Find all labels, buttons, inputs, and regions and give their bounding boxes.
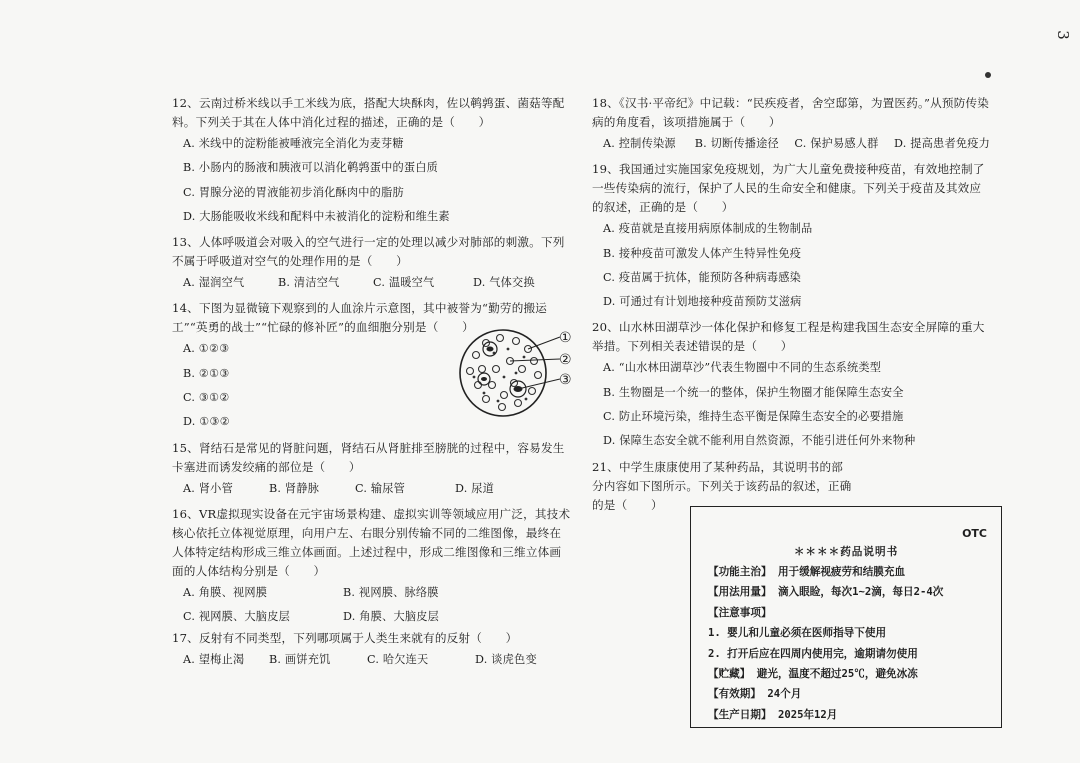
options-row	[183, 481, 572, 497]
label-title: ＊＊＊＊药品说明书	[793, 546, 899, 558]
question-16-text: 16、VR虚拟现实设备在元宇宙场景构建、虚拟实训等领域应用广泛，其技术核心依托立体视觉原理，向用户左、右眼分别传输不同的二维图像，最终在人体特定结构形成三维立体画面。上述过程中，形成二维图像和三维立体画面的人体结构分别是（ ）	[172, 506, 571, 578]
option-c: C. 温暖空气	[373, 276, 435, 290]
label-row-precautions-heading: 【注意事项】	[708, 606, 772, 619]
right-column	[592, 94, 990, 519]
options-row	[183, 652, 572, 668]
question-17	[172, 629, 572, 668]
option-c: C. 胃腺分泌的胃液能初步消化酥肉中的脂肪	[183, 185, 404, 199]
option-d: D. 尿道	[455, 481, 495, 495]
option-d: D. 谈虎色变	[475, 652, 537, 666]
label-row-production-date: 【生产日期】 2025年12月	[708, 708, 838, 721]
label-row-precaution-2: 2. 打开后应在四周内使用完，逾期请勿使用	[708, 647, 918, 660]
option-d: D. 可通过有计划地接种疫苗预防艾滋病	[603, 295, 802, 309]
option-a: A. 湿润空气	[183, 276, 245, 290]
question-17-text: 17、反射有不同类型，下列哪项属于人类生来就有的反射（ ）	[172, 630, 518, 645]
question-13	[172, 233, 572, 291]
option-b: B. 清洁空气	[278, 276, 340, 290]
blood-smear-figure	[456, 325, 588, 420]
question-21-text: 21、中学生康康使用了某种药品，其说明书的部分内容如下图所示。下列关于该药品的叙述，正确的是（ ）	[592, 459, 852, 512]
figure-label-3: ③	[559, 372, 572, 388]
option-b: B. 切断传播途径	[694, 137, 779, 150]
question-15-text: 15、肾结石是常见的肾脏问题，肾结石从肾脏排至膀胱的过程中，容易发生卡塞进而诱发绞痛的部位是（ ）	[172, 440, 565, 474]
question-12	[172, 94, 572, 225]
option-a: A. “山水林田湖草沙”代表生物圈中不同的生态系统类型	[603, 361, 882, 375]
option-a: A. 疫苗就是直接用病原体制成的生物制品	[603, 222, 813, 236]
label-row-indications: 【功能主治】 用于缓解视疲劳和结膜充血	[708, 566, 906, 578]
option-b: B. 生物圈是一个统一的整体，保护生物圈才能保障生态安全	[603, 385, 904, 399]
option-b: B. 画饼充饥	[269, 652, 331, 666]
question-12-text: 12、云南过桥米线以手工米线为底，搭配大块酥肉，佐以鹌鹑蛋、菌菇等配料。下列关于其在人体中消化过程的描述，正确的是（ ）	[172, 96, 565, 129]
label-row-storage: 【贮藏】 避光，温度不超过25℃，避免冰冻	[708, 667, 918, 680]
option-d: D. 提高患者免疫力	[894, 137, 990, 150]
drug-instruction-label	[690, 506, 1002, 728]
figure-label-2: ②	[559, 352, 572, 368]
option-d: D. 大肠能吸收米线和配料中未被消化的淀粉和维生素	[183, 209, 450, 223]
question-18	[592, 94, 990, 152]
option-c: C. 哈欠连天	[367, 652, 429, 666]
question-15	[172, 439, 572, 497]
label-row-dosage: 【用法用量】 滴入眼睑，每次1~2滴，每日2-4次	[708, 586, 944, 599]
option-a: A. 米线中的淀粉能被唾液完全消化为麦芽糖	[183, 137, 404, 150]
option-d: D. ①③②	[183, 415, 230, 429]
question-19	[592, 160, 990, 310]
option-c: C. 防止环境污染，维持生态平衡是保障生态安全的必要措施	[603, 410, 904, 424]
platelets	[473, 348, 528, 403]
option-c: C. 输尿管	[355, 481, 406, 495]
red-blood-cells	[467, 335, 542, 411]
option-a: A. 肾小管	[183, 481, 233, 495]
option-d: D. 角膜、大脑皮层	[343, 609, 439, 623]
option-a: A. 角膜、视网膜	[183, 585, 268, 599]
label-rows	[708, 562, 993, 725]
option-d: D. 气体交换	[473, 276, 535, 290]
label-row-precaution-1: 1. 婴儿和儿童必须在医师指导下使用	[708, 627, 887, 640]
option-a: A. ①②③	[183, 342, 230, 356]
option-c: C. 视网膜、大脑皮层	[183, 609, 290, 623]
option-d: D. 保障生态安全就不能利用自然资源，不能引进任何外来物种	[603, 434, 916, 448]
option-b: B. 接种疫苗可激发人体产生特异性免疫	[603, 246, 802, 260]
option-b: B. ②①③	[183, 366, 230, 380]
question-19-text: 19、我国通过实施国家免疫规划，为广大儿童免费接种疫苗，有效地控制了一些传染病的流行，保护了人民的生命安全和健康。下列关于疫苗及其效应的叙述，正确的是（ ）	[592, 162, 985, 215]
otc-mark: OTC	[962, 527, 987, 540]
question-14-text: 14、下图为显微镜下观察到的人血涂片示意图，其中被誉为“勤劳的搬运工”“英勇的战士”“忙碌的修补匠”的血细胞分别是（ ）	[172, 301, 548, 335]
options-row	[603, 136, 990, 152]
option-a: A. 控制传染源	[603, 137, 676, 150]
label-row-expiry: 【有效期】 24个月	[708, 688, 802, 701]
option-b: B. 视网膜、脉络膜	[343, 585, 439, 599]
options-grid	[183, 585, 572, 625]
scan-dot	[985, 72, 991, 78]
option-c: C. ③①②	[183, 391, 230, 405]
question-20-text: 20、山水林田湖草沙一体化保护和修复工程是构建我国生态安全屏障的重大举措。下列相关表述错误的是（ ）	[592, 320, 985, 354]
options-row	[183, 275, 572, 291]
page-number: 3	[1053, 30, 1072, 40]
option-c: C. 疫苗属于抗体，能预防各种病毒感染	[603, 270, 802, 284]
figure-label-1: ①	[559, 330, 572, 346]
question-18-text: 18、《汉书·平帝纪》中记载：“民疾疫者，舍空邸第，为置医药。”从预防传染病的角度看，该项措施属于（ ）	[592, 96, 990, 129]
option-c: C. 保护易感人群	[794, 137, 879, 150]
option-a: A. 望梅止渴	[183, 652, 245, 666]
question-16	[172, 505, 572, 625]
option-b: B. 小肠内的肠液和胰液可以消化鹌鹑蛋中的蛋白质	[183, 161, 439, 175]
question-20	[592, 318, 990, 449]
option-b: B. 肾静脉	[269, 481, 320, 495]
question-13-text: 13、人体呼吸道会对吸入的空气进行一定的处理以减少对肺部的刺激。下列不属于呼吸道对空气的处理作用的是（ ）	[172, 235, 565, 269]
